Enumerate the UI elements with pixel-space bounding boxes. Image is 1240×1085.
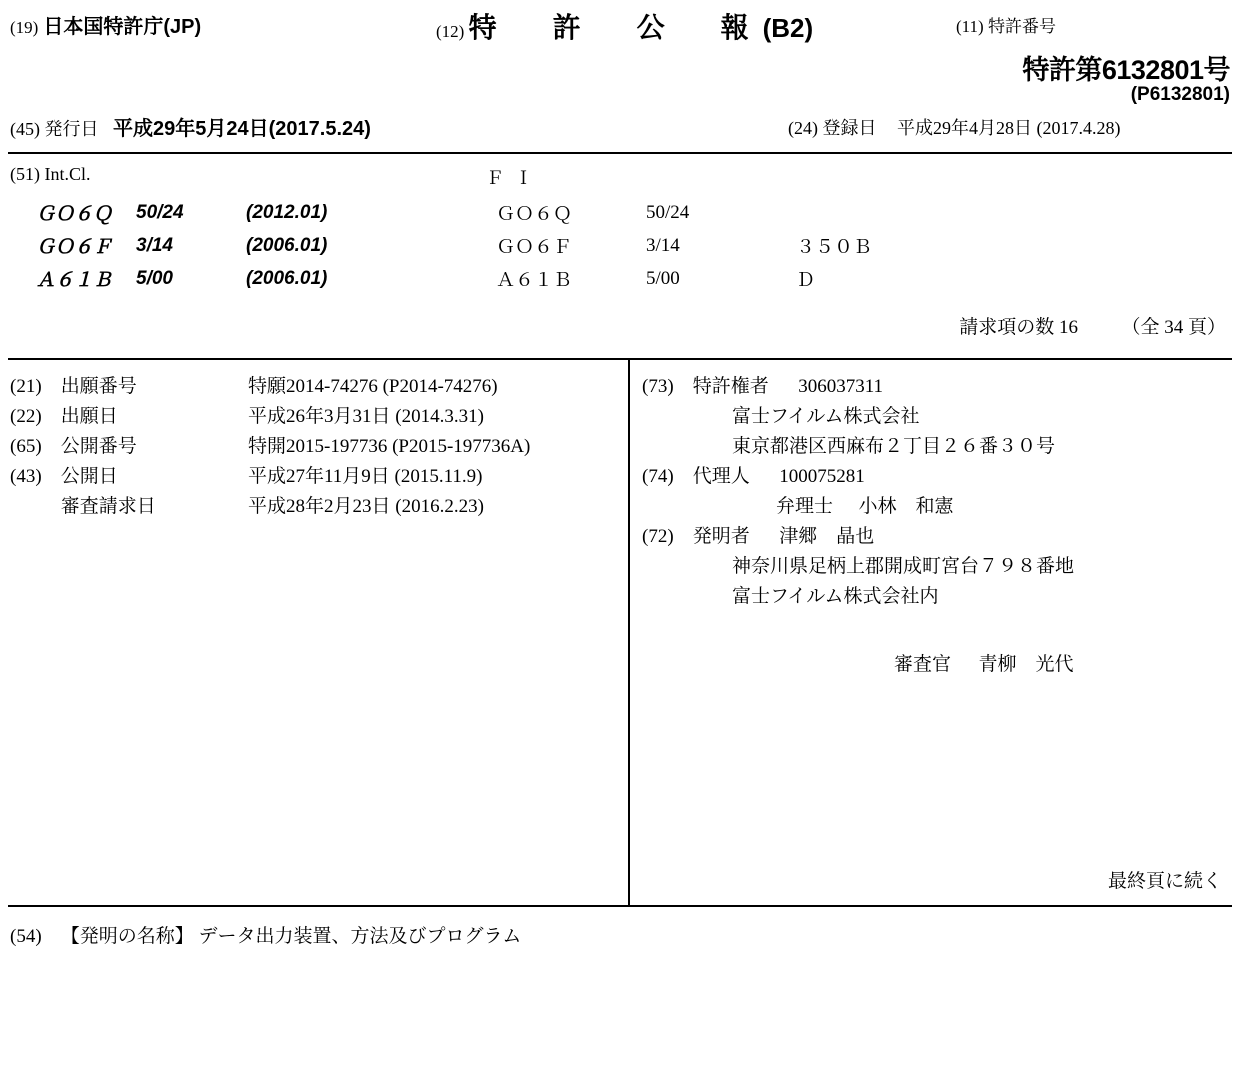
publication-date-value2: 平成27年11月9日 (2015.11.9) bbox=[248, 466, 483, 487]
inventor-name: 津郷 晶也 bbox=[779, 526, 875, 547]
inventor-address-line1: 神奈川県足柄上郡開成町宮台７９８番地 bbox=[732, 556, 1075, 577]
filing-date-code: (22) bbox=[10, 406, 42, 427]
filing-date-row bbox=[10, 402, 610, 432]
publication-number-label: 公開番号 bbox=[60, 436, 137, 457]
intcl-label: Int.Cl. bbox=[44, 164, 91, 184]
examiner-name: 青柳 光代 bbox=[978, 654, 1074, 675]
ipc-group: 3/14 bbox=[136, 234, 173, 256]
classification-table bbox=[8, 196, 1232, 295]
patent-number-value: 特許第6132801号 bbox=[1022, 55, 1230, 85]
patent-number-label-group bbox=[956, 12, 1056, 37]
column-divider bbox=[628, 360, 630, 905]
patent-holder-row bbox=[642, 372, 1232, 402]
office-name: 日本国特許庁(JP) bbox=[43, 16, 202, 38]
continued-note: 最終頁に続く bbox=[1107, 871, 1222, 892]
application-number-row bbox=[10, 372, 610, 402]
fi-extra bbox=[796, 196, 1232, 229]
publication-number-value: 特開2015-197736 (P2015-197736A) bbox=[248, 436, 531, 457]
fi-symbol: Ａ６１Ｂ bbox=[496, 270, 573, 291]
agent-id: 100075281 bbox=[779, 466, 865, 487]
inventor-address-line2: 富士フイルム株式会社内 bbox=[732, 586, 939, 607]
registration-date-group bbox=[788, 114, 1121, 140]
document-title: 特 許 公 報 bbox=[468, 12, 763, 43]
agent-code: (74) bbox=[642, 466, 674, 487]
patent-number-label: 特許番号 bbox=[987, 17, 1056, 36]
patent-holder-code: (73) bbox=[642, 376, 674, 397]
intcl-code: (51) bbox=[10, 164, 40, 184]
ipc-version: (2006.01) bbox=[246, 267, 328, 289]
ipc-group: 50/24 bbox=[136, 201, 184, 223]
fi-group: 5/00 bbox=[646, 267, 680, 289]
agent-title: 弁理士 bbox=[776, 496, 834, 517]
ipc-symbol: ＧＯ６Ｑ bbox=[36, 204, 113, 225]
bibliographic-right-column bbox=[642, 372, 1232, 680]
inventor-row bbox=[642, 522, 1232, 552]
classification-block bbox=[8, 154, 1232, 358]
total-pages: （全 34 頁） bbox=[1121, 317, 1226, 338]
examiner-label: 審査官 bbox=[894, 654, 952, 675]
examination-request-label: 審査請求日 bbox=[60, 496, 156, 517]
patent-holder-label: 特許権者 bbox=[692, 376, 769, 397]
registration-date-label: 登録日 bbox=[822, 118, 877, 138]
invention-title-row bbox=[8, 907, 1232, 948]
header-top-row bbox=[8, 0, 1232, 105]
invention-title: データ出力装置、方法及びプログラム bbox=[198, 926, 522, 947]
patent-holder-id: 306037311 bbox=[798, 376, 884, 397]
ipc-version: (2006.01) bbox=[246, 234, 328, 256]
document-code: (12) bbox=[436, 22, 465, 41]
agent-label: 代理人 bbox=[692, 466, 750, 487]
examination-request-value: 平成28年2月23日 (2016.2.23) bbox=[248, 496, 484, 517]
fi-symbol: ＧＯ６Ｑ bbox=[496, 204, 573, 225]
agent-name: 小林 和憲 bbox=[858, 496, 954, 517]
table-row bbox=[8, 196, 1232, 229]
fi-label: Ｆ Ｉ bbox=[486, 168, 536, 188]
claims-summary bbox=[959, 312, 1226, 339]
claims-count: 16 bbox=[1058, 317, 1078, 338]
publication-number-code: (65) bbox=[10, 436, 42, 457]
application-number-value: 特願2014-74276 (P2014-74276) bbox=[248, 376, 498, 397]
registration-date-value: 平成29年4月28日 (2017.4.28) bbox=[897, 118, 1121, 138]
issuing-office bbox=[10, 10, 201, 39]
ipc-symbol: Ａ６１Ｂ bbox=[36, 270, 113, 291]
fi-extra: Ｄ bbox=[796, 270, 816, 291]
application-number-label: 出願番号 bbox=[60, 376, 137, 397]
table-row bbox=[8, 229, 1232, 262]
publication-date-label2: 公開日 bbox=[60, 466, 118, 487]
registration-date-code: (24) bbox=[788, 118, 818, 138]
inventor-label: 発明者 bbox=[692, 526, 750, 547]
publication-number-row bbox=[10, 432, 610, 462]
publication-date-value: 平成29年5月24日(2017.5.24) bbox=[113, 118, 371, 140]
patent-number-paren: (P6132801) bbox=[1130, 84, 1230, 105]
bibliographic-section bbox=[8, 360, 1232, 905]
intcl-label-group bbox=[10, 164, 91, 185]
patent-number-code: (11) bbox=[956, 17, 984, 36]
patent-holder-address: 東京都港区西麻布２丁目２６番３０号 bbox=[732, 436, 1056, 457]
publication-date-code2: (43) bbox=[10, 466, 42, 487]
publication-date-code: (45) bbox=[10, 119, 40, 139]
header-dates-row bbox=[8, 112, 1232, 152]
publication-date-group bbox=[10, 112, 371, 141]
filing-date-value: 平成26年3月31日 (2014.3.31) bbox=[248, 406, 484, 427]
fi-group: 3/14 bbox=[646, 234, 680, 256]
document-kind: (B2) bbox=[762, 13, 814, 43]
fi-extra: ３５０Ｂ bbox=[796, 237, 873, 258]
ipc-version: (2012.01) bbox=[246, 201, 328, 223]
document-title-group bbox=[436, 6, 813, 46]
agent-name-row bbox=[642, 492, 1232, 522]
inventor-code: (72) bbox=[642, 526, 674, 547]
ipc-group: 5/00 bbox=[136, 267, 173, 289]
claims-label: 請求項の数 bbox=[959, 317, 1055, 338]
office-code: (19) bbox=[10, 18, 39, 37]
ipc-symbol: ＧＯ６Ｆ bbox=[36, 237, 113, 258]
agent-row bbox=[642, 462, 1232, 492]
invention-label: 【発明の名称】 bbox=[60, 926, 194, 947]
fi-group: 50/24 bbox=[646, 201, 690, 223]
filing-date-label: 出願日 bbox=[60, 406, 118, 427]
fi-symbol: ＧＯ６Ｆ bbox=[496, 237, 573, 258]
publication-date-row bbox=[10, 462, 610, 492]
examiner-row bbox=[642, 650, 1232, 680]
table-row bbox=[8, 262, 1232, 295]
bibliographic-left-column bbox=[10, 372, 610, 522]
publication-date-label: 発行日 bbox=[44, 119, 99, 139]
patent-holder-name: 富士フイルム株式会社 bbox=[732, 406, 920, 427]
application-number-code: (21) bbox=[10, 376, 42, 397]
invention-code: (54) bbox=[10, 926, 42, 947]
examination-request-row bbox=[10, 492, 610, 522]
